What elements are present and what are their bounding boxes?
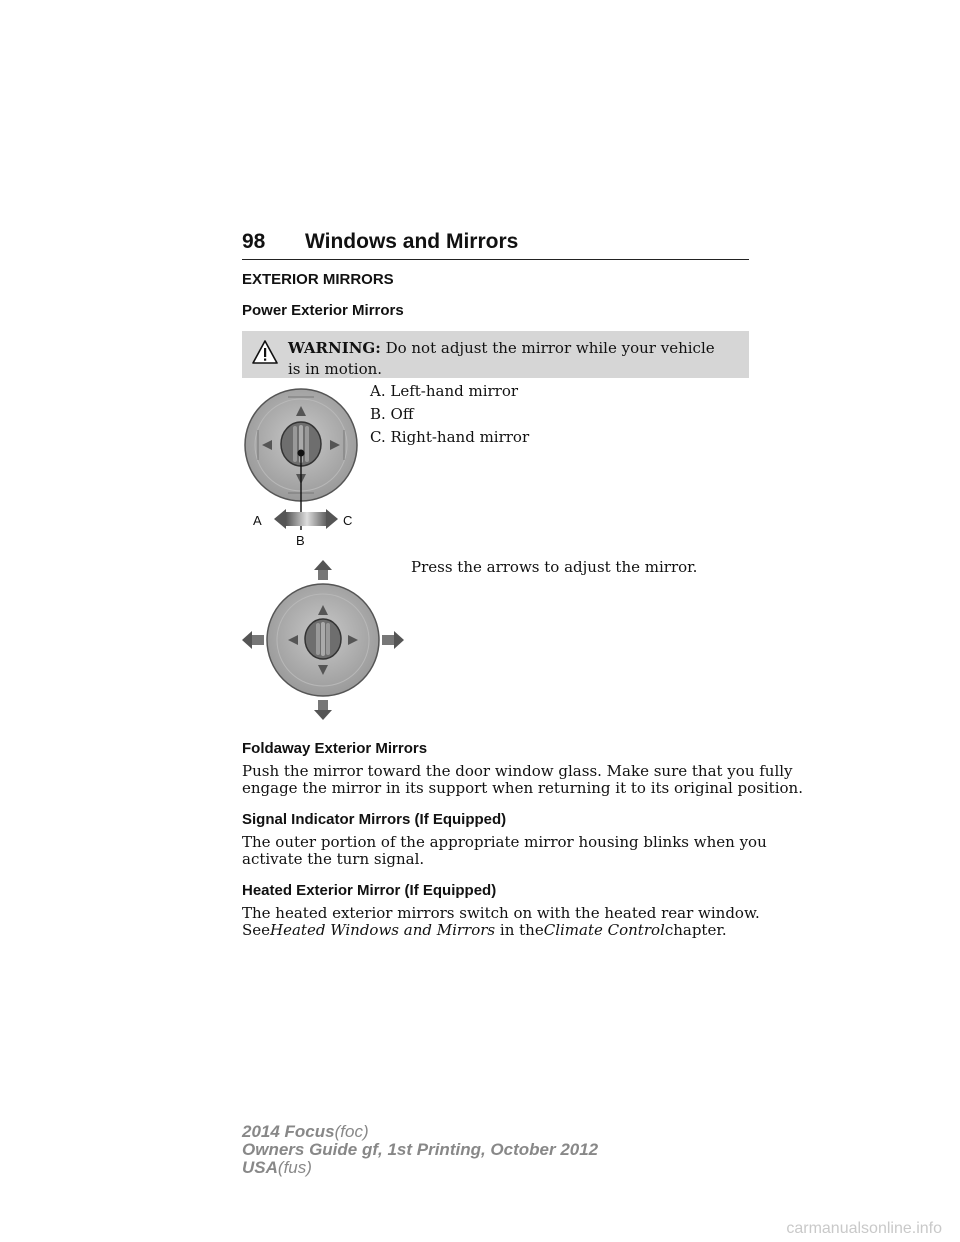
footer-region-code: (fus) [277,1158,312,1177]
heated-ref-link: Heated Windows and Mirrors [270,921,496,939]
footer-model [242,1123,369,1141]
selector-right-arrow-icon [326,509,338,529]
footer-region [242,1159,312,1177]
press-arrows-text: Press the arrows to adjust the mirror. [411,558,698,576]
subheading-power-mirrors: Power Exterior Mirrors [242,302,404,319]
label-c: C [343,513,353,528]
subheading-foldaway: Foldaway Exterior Mirrors [242,740,428,757]
footer-region-name: USA [242,1158,278,1177]
warning-triangle-icon [252,340,278,364]
subheading-signal-mirrors: Signal Indicator Mirrors (If Equipped) [242,811,507,828]
header-rule [242,259,749,260]
signal-line-2: activate the turn signal. [242,850,425,868]
heated-in: in the [499,921,544,939]
outer-left-arrow-icon [242,631,252,649]
label-b: B [296,533,305,548]
outer-down-arrow-icon [314,710,332,720]
page-number: 98 [242,230,266,253]
footer-model-name: 2014 Focus [242,1122,335,1141]
watermark: carmanualsonline.info [786,1220,942,1237]
outer-up-arrow-icon [314,560,332,570]
outer-right-arrow-icon [394,631,404,649]
legend-item-b: B. Off [370,405,414,423]
subheading-heated-mirror: Heated Exterior Mirror (If Equipped) [242,882,497,899]
signal-line-1: The outer portion of the appropriate mirror housing blinks when you [242,833,767,851]
mirror-adjust-diagram [240,558,408,722]
footer-guide: Owners Guide gf, 1st Printing, October 2012 [242,1140,599,1159]
warning-label: WARNING: [288,339,381,357]
heated-end: chapter. [664,921,727,939]
foldaway-line-1: Push the mirror toward the door window glass. Make sure that you fully [242,762,793,780]
legend-item-c: C. Right-hand mirror [370,428,530,446]
section-heading-exterior-mirrors: EXTERIOR MIRRORS [242,271,394,288]
selector-left-arrow-icon [274,509,286,529]
warning-text [288,338,728,380]
foldaway-line-2: engage the mirror in its support when returning it to its original position. [242,779,803,797]
warning-message: Do not adjust the mirror while your vehicle is in motion. [288,339,715,378]
legend-item-a: A. Left-hand mirror [370,382,519,400]
climate-control-ref: Climate Control [543,921,665,939]
heated-line-1: The heated exterior mirrors switch on with the heated rear window. [242,904,760,922]
label-a: A [253,513,262,528]
chapter-title: Windows and Mirrors [305,230,519,253]
heated-see: See [242,921,271,939]
heated-line-2 [242,922,727,939]
footer-model-code: (foc) [334,1122,369,1141]
